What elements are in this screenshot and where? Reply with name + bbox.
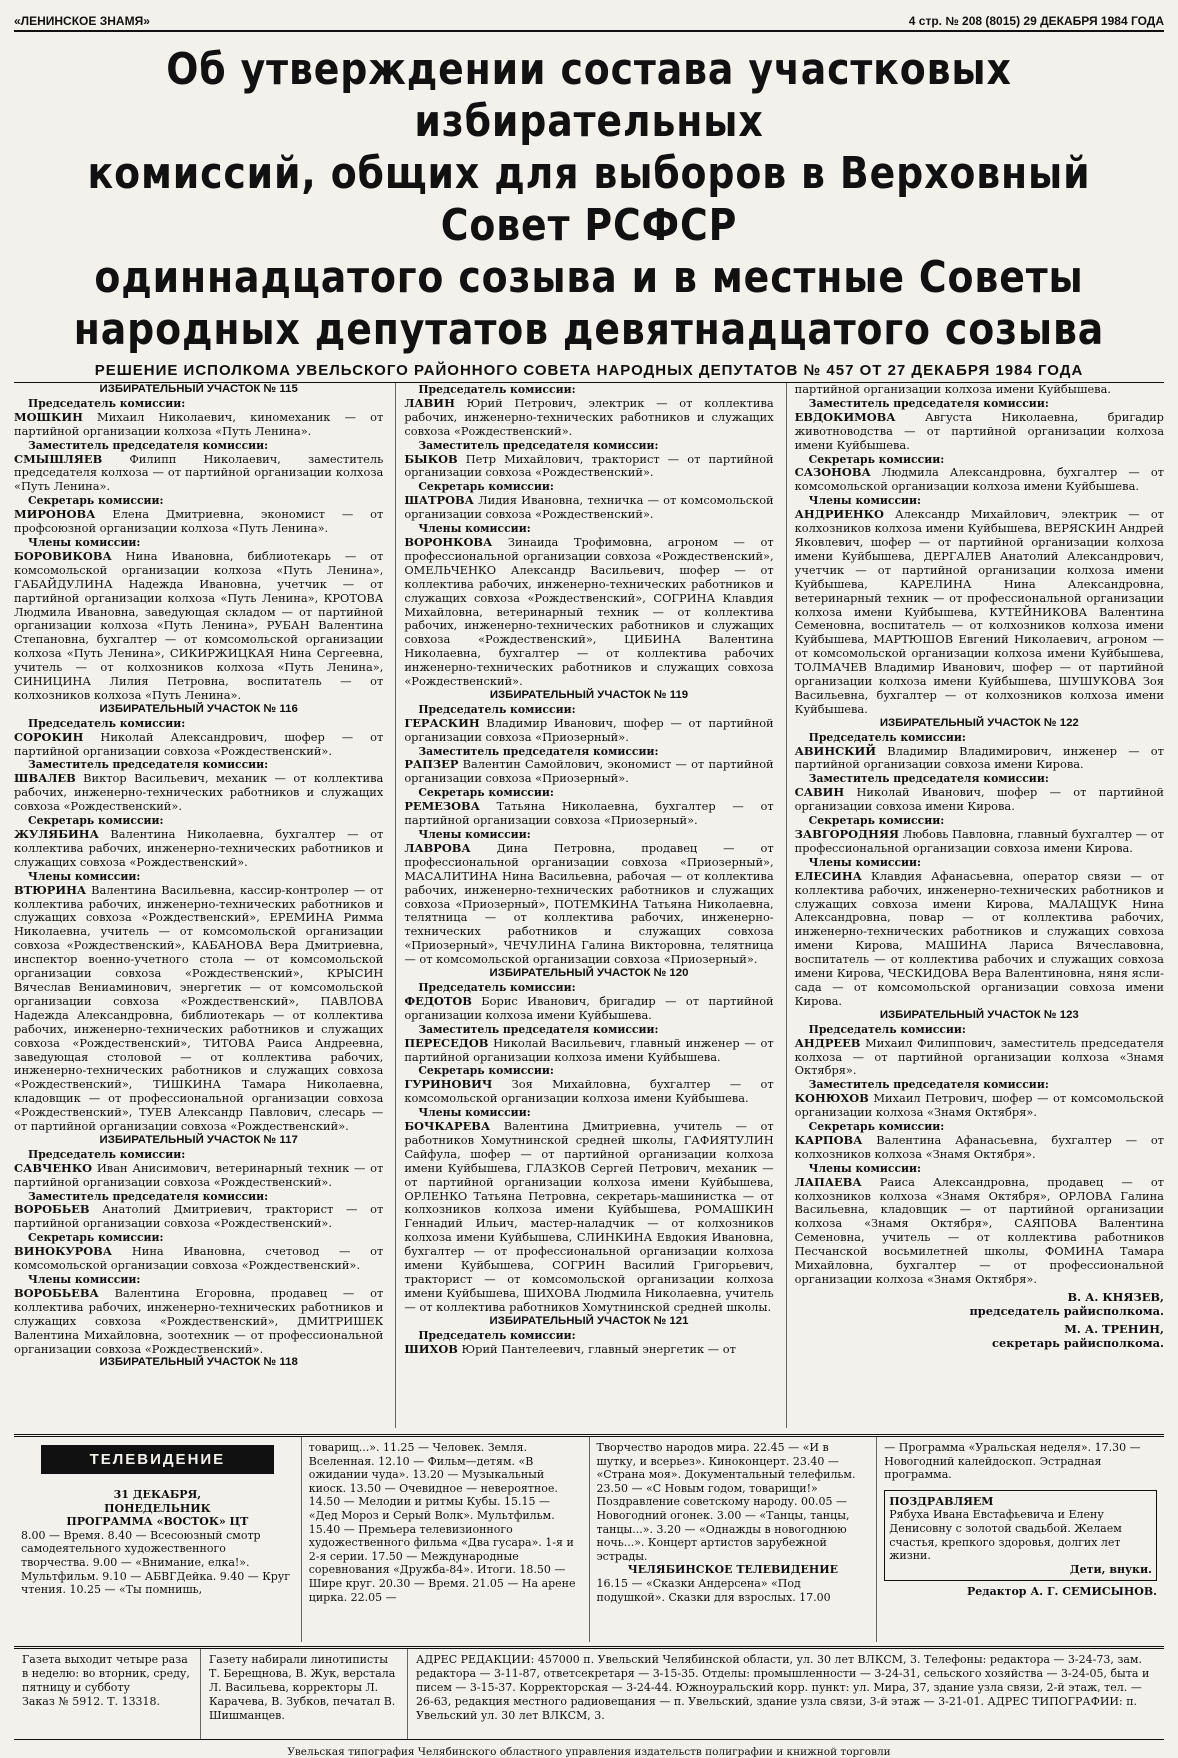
- publication-schedule: Газета выходит четыре раза в неделю: во вторник, среду, пятницу и субботу: [22, 1653, 190, 1694]
- article-column-2: [395, 383, 773, 1428]
- member-surname: ШАТРОВА: [404, 493, 474, 508]
- commission-role: Члены комиссии:: [418, 1106, 531, 1120]
- member-details: Владимир Владимирович, инженер — от партийной организации совхоза имени Кирова.: [794, 743, 1164, 772]
- member-details: Иван Анисимович, ветеринарный техник — от партийной организации совхоза «Рождественский».: [14, 1160, 384, 1189]
- member-details: Лидия Ивановна, техничка — от комсомольской организации совхоза «Рождественский».: [404, 493, 774, 522]
- member-entry: [404, 1037, 773, 1065]
- tv-schedule: [14, 1434, 1164, 1642]
- member-entry: [14, 508, 383, 536]
- member-entry: [404, 1120, 773, 1315]
- member-surname: ГЕРАСКИН: [404, 715, 480, 730]
- tv-column-2: [301, 1437, 589, 1642]
- commission-role: Заместитель председателя комиссии:: [28, 1189, 269, 1203]
- member-surname: РАПЗЕР: [404, 757, 459, 772]
- member-details: Валентина Афанасьевна, бухгалтер — от колхозников колхоза «Знамя Октября».: [794, 1132, 1164, 1161]
- commission-role: Секретарь комиссии:: [418, 1064, 554, 1078]
- member-entry: [795, 828, 1164, 856]
- member-details: Борис Иванович, бригадир — от партийной организации колхоза имени Куйбышева.: [404, 993, 774, 1022]
- member-surname: ВТЮРИНА: [14, 882, 87, 897]
- commission-role: Члены комиссии:: [418, 828, 531, 841]
- member-details: Зоя Михайловна, бухгалтер — от комсомольской организации колхоза имени Куйбышева.: [404, 1077, 774, 1106]
- member-surname: АВИНСКИЙ: [794, 743, 877, 758]
- column-3-body: [795, 383, 1164, 1287]
- member-entry: [404, 453, 773, 481]
- commission-role: Председатель комиссии:: [418, 383, 576, 396]
- polling-station-heading: ИЗБИРАТЕЛЬНЫЙ УЧАСТОК № 117: [99, 1133, 298, 1146]
- greeting-title: ПОЗДРАВЛЯЕМ: [889, 1494, 994, 1508]
- member-surname: БОЧКАРЕВА: [404, 1119, 491, 1134]
- commission-role: Заместитель председателя комиссии:: [418, 744, 659, 758]
- commission-role: Члены комиссии:: [28, 869, 141, 883]
- headline: [34, 44, 1143, 356]
- member-entry: [14, 884, 383, 1134]
- newspaper-name: «ЛЕНИНСКОЕ ЗНАМЯ»: [14, 14, 150, 28]
- member-surname: РЕМЕЗОВА: [404, 799, 480, 814]
- commission-role: Заместитель председателя комиссии:: [28, 438, 269, 452]
- member-entry: [404, 842, 773, 967]
- tv-column-4: [876, 1437, 1164, 1642]
- member-surname: СМЫШЛЯЕВ: [14, 451, 103, 466]
- member-surname: ЗАВГОРОДНЯЯ: [794, 827, 900, 841]
- member-details: Валентина Васильевна, кассир-контролер — от коллектива рабочих, инженерно-технических работников и служащих совхоза «Рождественский», ЕРЕМИНА Римма Николаевна, учитель — от комсомольской организации совхоза «Рождественский», КАБАНОВА Вера Дмитриевна, инспектор военно-учетного стола — от комсомольской организации совхоза «Рождественский», КРЫСИН Вячеслав Вениаминович, энергетик — от комсомольской организации совхоза «Рождественский», ПАВЛОВА Надежда Александровна, библиотекарь — от коллектива рабочих, инженерно-технических работников и служащих совхоза «Рождественский», ТИТОВА Раиса Андреевна, заведующая столовой — от коллектива рабочих, инженерно-технических работников и служащих совхоза «Рождественский», ТИШКИНА Тамара Николаевна, кладовщик — от профессиональной организации совхоза «Рождественский», ТУЕВ Александр Павлович, слесарь — от партийной организации совхоза «Рождественский».: [14, 882, 384, 1134]
- polling-station-heading: ИЗБИРАТЕЛЬНЫЙ УЧАСТОК № 116: [99, 702, 298, 715]
- commission-role: Члены комиссии:: [808, 494, 922, 508]
- member-surname: МОШКИН: [14, 409, 83, 424]
- polling-station-heading: ИЗБИРАТЕЛЬНЫЙ УЧАСТОК № 118: [99, 1356, 298, 1369]
- commission-role: Председатель комиссии:: [28, 396, 186, 410]
- signature: [795, 1323, 1164, 1351]
- member-entry: [14, 411, 383, 439]
- member-entry: [795, 1092, 1164, 1120]
- member-details: Николай Александрович, шофер — от партийной организации совхоза «Рождественский».: [14, 729, 384, 758]
- order-number: Заказ № 5912. Т. 13318.: [22, 1695, 161, 1708]
- member-details: Михаил Петрович, шофер — от комсомольской организации колхоза «Знамя Октября».: [794, 1091, 1164, 1120]
- imprint-typesetters: [200, 1649, 407, 1739]
- member-surname: ФЕДОТОВ: [404, 993, 472, 1008]
- greeting-text: Рябуха Ивана Евстафьевича и Елену Денисовну с золотой свадьбой. Желаем счастья, крепкого здоровья, долгих лет жизни.: [889, 1508, 1122, 1563]
- commission-role: Председатель комиссии:: [28, 716, 186, 730]
- member-entry: [14, 550, 383, 703]
- member-details: Николай Иванович, шофер — от партийной организации совхоза имени Кирова.: [794, 785, 1164, 814]
- imprint-address: [407, 1649, 1164, 1739]
- article-column-3: [786, 383, 1164, 1428]
- commission-role: Члены комиссии:: [808, 855, 922, 869]
- polling-station-heading: ИЗБИРАТЕЛЬНЫЙ УЧАСТОК № 123: [879, 1008, 1079, 1021]
- member-details: Николай Васильевич, главный инженер — от партийной организации колхоза имени Куйбышева.: [404, 1035, 774, 1064]
- member-entry: [14, 828, 383, 870]
- headline-line: одиннадцатого созыва и в местные Советы: [94, 252, 1084, 303]
- commission-role: Председатель комиссии:: [808, 1022, 966, 1036]
- member-surname: БОРОВИКОВА: [14, 548, 112, 563]
- member-details: Михаил Филиппович, заместитель председателя колхоза — от партийной организации колхоза «Знамя Октября».: [794, 1035, 1164, 1078]
- masthead: [14, 14, 1164, 32]
- member-entry: [404, 717, 773, 745]
- signature-title: председатель райисполкома.: [969, 1303, 1164, 1318]
- printer-line: Увельская типография Челябинского областного управления издательств полиграфии и книжной торговли: [287, 1746, 891, 1758]
- member-surname: ВОРОБЬЕВА: [14, 1285, 99, 1300]
- member-surname: САЗОНОВА: [794, 465, 871, 480]
- member-details: Валентин Самойлович, экономист — от партийной организации совхоза «Приозерный».: [404, 757, 774, 786]
- member-surname: ЛАПАЕВА: [794, 1174, 862, 1189]
- member-entry: [795, 508, 1164, 717]
- imprint: [14, 1646, 1164, 1740]
- member-entry: [795, 466, 1164, 494]
- commission-role: Секретарь комиссии:: [28, 494, 164, 508]
- commission-role: Заместитель председателя комиссии:: [418, 438, 659, 452]
- member-details: Михаил Николаевич, киномеханик — от партийной организации колхоза «Путь Ленина».: [14, 409, 384, 438]
- commission-role: Председатель комиссии:: [808, 730, 966, 744]
- member-surname: КАРПОВА: [794, 1132, 863, 1147]
- tv-listing: — Программа «Уральская неделя». 17.30 — Новогодний калейдоскоп. Эстрадная программа.: [884, 1441, 1141, 1482]
- member-entry: [795, 870, 1164, 1009]
- commission-role: Председатель комиссии:: [418, 980, 576, 994]
- tv-logo: ТЕЛЕВИДЕНИЕ: [41, 1445, 274, 1474]
- member-entry: [14, 1245, 383, 1273]
- member-entry: [795, 1176, 1164, 1287]
- greeting-sign: Дети, внуки.: [1069, 1562, 1152, 1576]
- tv-program: ПРОГРАММА «ВОСТОК» ЦТ: [66, 1515, 249, 1529]
- member-entry: [404, 1343, 773, 1357]
- headline-line: народных депутатов девятнадцатого созыва: [73, 304, 1105, 355]
- member-entry: [14, 1287, 383, 1357]
- editor-credit: Редактор А. Г. СЕМИСЫНОВ.: [966, 1585, 1157, 1599]
- member-surname: ШВАЛЕВ: [14, 771, 76, 786]
- commission-role: Заместитель председателя комиссии:: [28, 758, 269, 772]
- member-details: Татьяна Николаевна, бухгалтер — от партийной организации совхоза «Приозерный».: [404, 799, 774, 828]
- tv-listing: товарищ...». 11.25 — Человек. Земля. Вселенная. 12.10 — Фильм—детям. «В ожидании чуда». 13.20 — Музыкальный киоск. 13.50 — Очевидное — невероятное. 14.50 — Мелодии и ритмы Кубы. 15.15 — «Дед Мороз и Серый Волк». Мультфильм. 15.40 — Премьера телевизионного художественного фильма «Два гусара». 1-я и 2-я серии. 17.50 — Международные соревнования «Дружба-84». Итоги. 18.50 — Шире круг. 20.30 — Время. 21.05 — На арене цирка. 22.05 —: [308, 1441, 576, 1604]
- member-entry: [795, 786, 1164, 814]
- tv-column-3: [589, 1437, 877, 1642]
- member-details: Зинаида Трофимовна, агроном — от профессиональной организации совхоза «Рождественский», ОМЕЛЬЧЕНКО Александр Васильевич, шофер — от коллектива рабочих, инженерно-технических работников и служащих совхоза «Рождественский», СОГРИНА Клавдия Михайловна, ветеринарный техник — от коллектива рабочих, инженерно-технических работников и служащих совхоза «Рождественский», ЦИБИНА Валентина Николаевна, бухгалтер — от коллектива рабочих инженерно-технических работников и служащих совхоза «Рождественский».: [404, 534, 774, 689]
- member-surname: МИРОНОВА: [14, 507, 96, 522]
- member-entry: [14, 1203, 383, 1231]
- member-surname: ВОРОБЬЕВ: [14, 1202, 90, 1217]
- tv-listing: 8.00 — Время. 8.40 — Всесоюзный смотр самодеятельного художественного творчества. 9.00 — «Внимание, елка!». Мультфильм. 9.10 — АБВГДейка. 9.40 — Круг чтения. 10.25 — «Ты помнишь,: [21, 1528, 291, 1597]
- member-details: Людмила Александровна, бухгалтер — от комсомольской организации колхоза имени Куйбышева.: [794, 465, 1164, 494]
- commission-role: Председатель комиссии:: [28, 1147, 186, 1161]
- commission-role: Заместитель председателя комиссии:: [808, 396, 1049, 410]
- member-details: Дина Петровна, продавец — от профессиональной организации совхоза «Приозерный», МАСАЛИТИНА Нина Васильевна, рабочая — от коллектива рабочих, инженерно-технических работников и служащих совхоза «Приозерный», ПОТЕМКИНА Татьяна Николаевна, телятница — от коллектива рабочих, инженерно-технических работников и служащих совхоза «Приозерный», ЧЕЧУЛИНА Галина Викторовна, телятница — от комсомольской организации совхоза «Приозерный».: [404, 840, 774, 967]
- polling-station-heading: ИЗБИРАТЕЛЬНЫЙ УЧАСТОК № 115: [99, 383, 298, 395]
- member-entry: [14, 453, 383, 495]
- member-entry: [795, 1134, 1164, 1162]
- member-entry: [795, 745, 1164, 773]
- signature-name: М. А. ТРЕНИН,: [1064, 1321, 1164, 1336]
- member-entry: [404, 494, 773, 522]
- signature-name: В. А. КНЯЗЕВ,: [1067, 1289, 1164, 1304]
- member-details: Валентина Дмитриевна, учитель — от работников Хомутнинской средней школы, ГАФИЯТУЛИН Сайфула, шофер — от партийной организации колхоза имени Куйбышева, ГЛАЗКОВ Сергей Петрович, механик — от партийной организации колхоза имени Куйбышева, ОРЛЕНКО Татьяна Петровна, секретарь-машинистка — от колхозников колхоза имени Куйбышева, РОМАШКИН Геннадий Ильич, мастер-наладчик — от колхозников колхоза имени Куйбышева, СЛИНКИНА Евдокия Ивановна, бухгалтер — от профессиональной организации колхоза имени Куйбышева, СОГРИН Василий Григорьевич, тракторист — от комсомольской организации колхоза имени Куйбышева, ШИХОВА Людмила Николаевна, учитель — от коллектива работников Хомутнинской средней школы.: [404, 1119, 774, 1314]
- member-entry: [404, 1078, 773, 1106]
- member-entry: [795, 1037, 1164, 1079]
- greeting-box: [884, 1490, 1157, 1582]
- commission-role: Председатель комиссии:: [418, 1328, 576, 1342]
- tv-listing: Творчество народов мира. 22.45 — «И в шутку, и всерьез». Киноконцерт. 23.40 — «Страна моя». Документальный телефильм. 23.50 — «С Новым годом, товарищи!» Поздравление советскому народу. 00.05 — Новогодний огонек. 3.00 — «Танцы, танцы, танцы...». 3.20 — «Однажды в новогоднюю ночь...». Концерт артистов зарубежной эстрады.: [596, 1441, 856, 1563]
- member-surname: ВОРОНКОВА: [404, 534, 493, 549]
- member-surname: ЕВДОКИМОВА: [794, 409, 896, 424]
- signature: [795, 1291, 1164, 1319]
- member-details: Анатолий Дмитриевич, тракторист — от партийной организации совхоза «Рождественский».: [14, 1202, 384, 1231]
- member-details: Клавдия Афанасьевна, оператор связи — от коллектива рабочих, инженерно-технических работников и служащих совхоза имени Кирова, МАЛАЩУК Нина Александровна, повар — от коллектива рабочих, инженерно-технических работников и служащих совхоза имени Кирова, МАШИНА Лариса Вячеславовна, воспитатель — от коллектива рабочих и служащих совхоза имени Кирова, ЧЕСКИДОВА Вера Валентиновна, няня ясли-сада — от комсомольской организации совхоза имени Кирова.: [794, 868, 1164, 1008]
- commission-role: Председатель комиссии:: [418, 702, 576, 716]
- member-entry: [14, 731, 383, 759]
- member-surname: ВИНОКУРОВА: [14, 1244, 113, 1259]
- member-surname: САВЧЕНКО: [14, 1160, 93, 1175]
- member-details: Виктор Васильевич, механик — от коллектива рабочих, инженерно-технических работников и служащих совхоза «Рождественский».: [14, 771, 384, 814]
- member-entry: [404, 536, 773, 689]
- commission-role: Секретарь комиссии:: [808, 1120, 945, 1134]
- member-entry: [404, 758, 773, 786]
- member-surname: ПЕРЕСЕДОВ: [404, 1035, 489, 1050]
- polling-station-heading: ИЗБИРАТЕЛЬНЫЙ УЧАСТОК № 121: [489, 1314, 689, 1327]
- member-entry: [795, 411, 1164, 453]
- tv-column-1: [14, 1437, 301, 1642]
- commission-role: Секретарь комиссии:: [28, 814, 164, 828]
- article-column-1: [14, 383, 383, 1428]
- commission-role: Заместитель председателя комиссии:: [418, 1022, 659, 1036]
- member-details: Владимир Иванович, шофер — от партийной организации совхоза «Приозерный».: [404, 715, 774, 744]
- tv-date: 31 ДЕКАБРЯ,: [113, 1488, 202, 1501]
- editorial-address: АДРЕС РЕДАКЦИИ: 457000 п. Увельский Челябинской области, ул. 30 лет ВЛКСМ, 3. Телефоны: редактора — 3-24-73, зам. редактора — 3-11-87, ответсекретаря — 3-15-35. Отделы: промышленности — 3-24-31, сельского хозяйства — 3-24-05, быта и писем — 3-15-37. Корректорская — 3-24-44. Южноуральский корр. пункт: ул. Мира, 37, здание узла связи, 2-й этаж, тел. — 26-63, редакция местного радиовещания — п. Увельский, здание узла связи, 3-й этаж — 3-21-01. АДРЕС ТИПОГРАФИИ: п. Увельский ул. 30 лет ВЛКСМ, 3.: [416, 1653, 1150, 1722]
- member-details: Валентина Егоровна, продавец — от коллектива рабочих, инженерно-технических работников и служащих совхоза «Рождественский», ДМИТРИШЕК Валентина Михайловна, зоотехник — от профессиональной организации совхоза «Рождественский».: [14, 1285, 384, 1356]
- commission-role: Члены комиссии:: [808, 1161, 922, 1175]
- entry-text: партийной организации колхоза имени Куйбышева.: [794, 383, 1112, 396]
- commission-role: Секретарь комиссии:: [28, 1231, 164, 1245]
- member-details: Елена Дмитриевна, экономист — от профсоюзной организации колхоза «Путь Ленина».: [14, 507, 384, 536]
- commission-role: Секретарь комиссии:: [808, 814, 945, 828]
- commission-role: Заместитель председателя комиссии:: [808, 1078, 1049, 1092]
- chelyabinsk-tv-title: ЧЕЛЯБИНСКОЕ ТЕЛЕВИДЕНИЕ: [627, 1563, 839, 1577]
- member-details: Нина Ивановна, библиотекарь — от комсомольской организации колхоза «Путь Ленина», ГАБАЙДУЛИНА Надежда Ивановна, учетчик — от партийной организации колхоза «Путь Ленина», КРОТОВА Людмила Ивановна, заведующая складом — от партийной организации колхоза «Путь Ленина», РУБАН Валентина Степановна, бухгалтер — от комсомольской организации колхоза «Путь Ленина», СИКИРЖИЦКАЯ Нина Сергеевна, учитель — от колхозников колхоза «Путь Ленина», СИНИЦИНА Лилия Петровна, воспитатель — от колхозников колхоза «Путь Ленина».: [14, 548, 384, 702]
- commission-role: Секретарь комиссии:: [418, 480, 554, 494]
- member-surname: СОРОКИН: [14, 729, 84, 744]
- commission-role: Секретарь комиссии:: [418, 786, 554, 800]
- member-surname: ЛАВИН: [404, 395, 455, 410]
- commission-role: Секретарь комиссии:: [808, 452, 945, 466]
- member-details: Августа Николаевна, бригадир животноводства — от партийной организации колхоза имени Куйбышева.: [794, 409, 1164, 452]
- member-details: Петр Михайлович, тракторист — от партийной организации совхоза «Рождественский».: [404, 451, 774, 480]
- tv-day: ПОНЕДЕЛЬНИК: [104, 1501, 211, 1515]
- member-surname: АНДРИЕНКО: [794, 507, 884, 522]
- tv-listing: 16.15 — «Сказки Андерсена» «Под подушкой». Сказки для взрослых. 17.00: [596, 1576, 831, 1604]
- member-details: Филипп Николаевич, заместитель председателя колхоза — от партийной организации колхоза «Путь Ленина».: [14, 451, 384, 494]
- commission-role: Члены комиссии:: [28, 535, 141, 549]
- member-details: Юрий Пантелеевич, главный энергетик — от: [457, 1341, 736, 1356]
- newspaper-page: [14, 14, 1164, 1758]
- member-details: Александр Михайлович, электрик — от колхозников колхоза имени Куйбышева, ВЕРЯСКИН Андрей Яковлевич, шофер — от партийной организации колхоза имени Куйбышева, ДЕРГАЛЕВ Анатолий Александрович, учетчик — от партийной организации колхоза имени Куйбышева, КАРЕЛИНА Нина Александровна, ветеринарный техник — от профессиональной организации колхоза имени Куйбышева, КУТЕЙНИКОВА Валентина Семеновна, воспитатель — от колхозников колхоза имени Куйбышева, МАРТЮШОВ Евгений Николаевич, агроном — от комсомольской организации колхоза имени Куйбышева, ТОЛМАЧЕВ Владимир Иванович, шофер — от партийной организации колхоза имени Куйбышева, ШУШУКОВА Зоя Васильевна, бухгалтер — от колхозников колхоза имени Куйбышева.: [794, 507, 1164, 716]
- member-details: Валентина Николаевна, бухгалтер — от коллектива рабочих, инженерно-технических работников и служащих совхоза «Рождественский».: [14, 827, 384, 869]
- member-surname: ШИХОВ: [404, 1341, 458, 1356]
- member-details: Любовь Павловна, главный бухгалтер — от профессиональной организации совхоза имени Кирова.: [794, 827, 1164, 855]
- commission-role: Члены комиссии:: [28, 1273, 141, 1286]
- article-columns: [14, 382, 1164, 1428]
- decision-subtitle: РЕШЕНИЕ ИСПОЛКОМА УВЕЛЬСКОГО РАЙОННОГО СОВЕТА НАРОДНЫХ ДЕПУТАТОВ № 457 ОТ 27 ДЕКАБРЯ 1984 ГОДА: [94, 362, 1084, 379]
- member-surname: САВИН: [794, 785, 845, 800]
- typesetters: Газету набирали линотиписты Т. Берещнова, В. Жук, верстала Л. Васильева, корректоры Л. Карачева, В. Зубков, печатал В. Шишманцев.: [209, 1653, 396, 1722]
- member-surname: ЖУЛЯБИНА: [14, 827, 99, 841]
- issue-info: 4 стр. № 208 (8015) 29 ДЕКАБРЯ 1984 ГОДА: [908, 14, 1164, 28]
- member-surname: ЛАВРОВА: [404, 840, 471, 855]
- member-details: Юрий Петрович, электрик — от коллектива рабочих, инженерно-технических работников и служащих совхоза «Рождественский».: [404, 395, 774, 438]
- headline-line: комиссий, общих для выборов в Верховный Совет РСФСР: [87, 148, 1091, 251]
- polling-station-heading: ИЗБИРАТЕЛЬНЫЙ УЧАСТОК № 122: [879, 716, 1079, 729]
- member-surname: АНДРЕЕВ: [794, 1035, 861, 1050]
- commission-role: Заместитель председателя комиссии:: [808, 772, 1049, 786]
- headline-line: Об утверждении состава участковых избирательных: [166, 44, 1012, 147]
- member-entry: [404, 995, 773, 1023]
- member-entry: [404, 800, 773, 828]
- signature-title: секретарь райисполкома.: [992, 1335, 1164, 1350]
- member-surname: КОНЮХОВ: [794, 1091, 869, 1106]
- member-surname: ЕЛЕСИНА: [794, 868, 862, 883]
- member-details: Нина Ивановна, счетовод — от комсомольской организации совхоза «Рождественский».: [14, 1244, 384, 1273]
- imprint-schedule: [14, 1649, 200, 1739]
- polling-station-heading: ИЗБИРАТЕЛЬНЫЙ УЧАСТОК № 119: [489, 688, 689, 701]
- polling-station-heading: ИЗБИРАТЕЛЬНЫЙ УЧАСТОК № 120: [489, 967, 689, 980]
- member-entry: [14, 1162, 383, 1190]
- member-surname: БЫКОВ: [404, 451, 458, 466]
- member-surname: ГУРИНОВИЧ: [404, 1077, 493, 1092]
- member-entry: [14, 772, 383, 814]
- commission-role: Члены комиссии:: [418, 522, 531, 536]
- member-details: Раиса Александровна, продавец — от колхозников колхоза «Знамя Октября», ОРЛОВА Галина Васильевна, кладовщик — от партийной организации колхоза «Знамя Октября», САЯПОВА Валентина Семеновна, учитель — от коллектива работников Песчанской восьмилетней школы, ФОМИНА Тамара Михайловна, бухгалтер — от профессиональной организации колхоза «Знамя Октября».: [794, 1174, 1164, 1286]
- member-entry: [404, 397, 773, 439]
